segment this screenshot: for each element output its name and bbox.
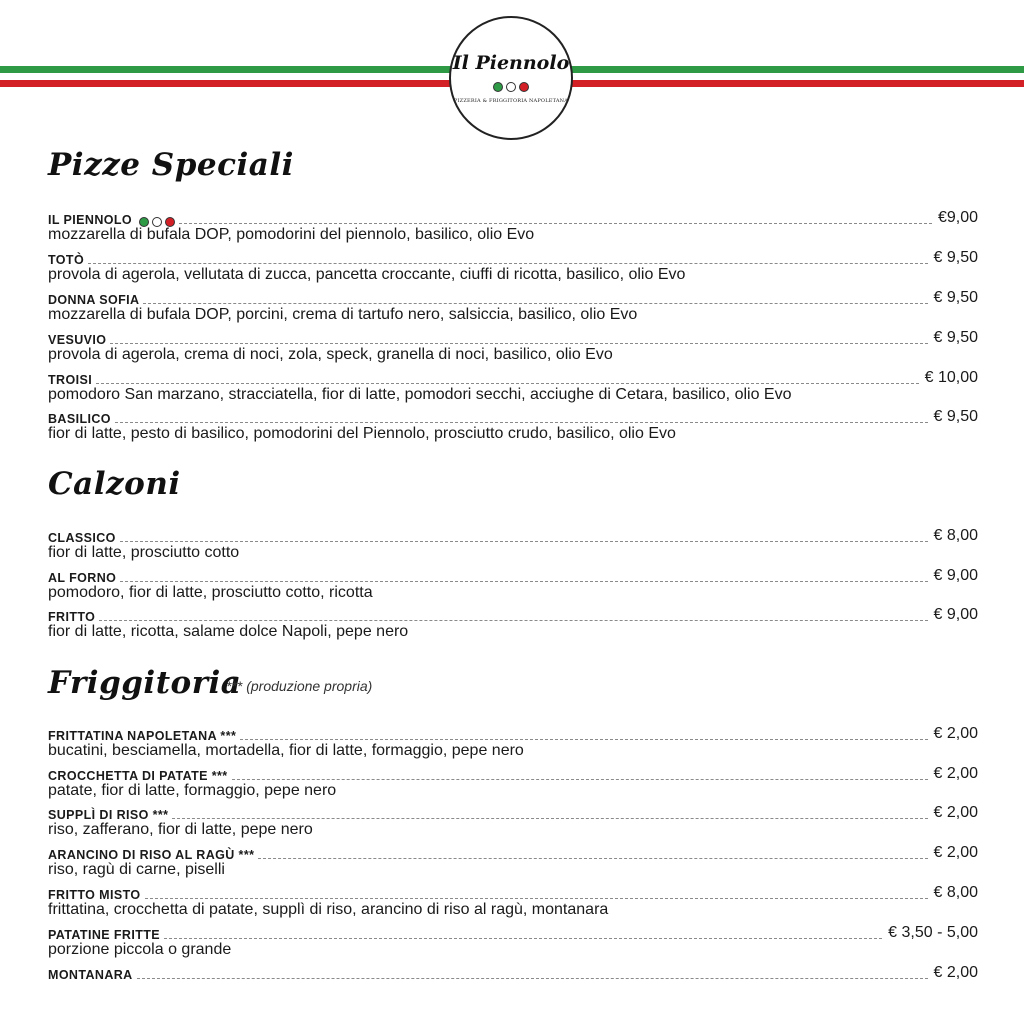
dotted-leader [115,421,928,423]
item-price: € 10,00 [924,369,978,386]
item-name: VESUVIO [48,333,107,347]
item-description: fior di latte, ricotta, salame dolce Napoli, pepe nero [48,623,409,640]
dotted-leader [240,738,927,740]
menu-item [48,604,978,641]
item-description: patate, fior di latte, formaggio, pepe nero [48,782,337,799]
menu-item [48,565,978,602]
menu-item [48,367,978,404]
item-price: €9,00 [937,209,978,226]
item-description: riso, ragù di carne, piselli [48,861,225,878]
menu-item [48,406,978,443]
item-price: € 9,00 [933,606,978,623]
item-name: FRITTO [48,610,96,624]
item-name: BASILICO [48,412,111,426]
item-price: € 2,00 [933,844,978,861]
white-dot-icon [506,82,516,92]
item-description: frittatina, crocchetta di patate, supplì di riso, arancino di riso al ragù, montanara [48,901,609,918]
item-name: ARANCINO DI RISO AL RAGÙ *** [48,848,255,862]
section-title-pizze: Pizze Speciali [48,147,294,183]
menu-item [48,763,978,800]
menu-item [48,287,978,324]
item-name: FRITTO MISTO [48,888,141,902]
logo-subtitle: PIZZERIA & FRIGGITORIA NAPOLETANA [453,98,569,104]
dotted-leader [96,382,919,384]
dotted-leader [232,778,928,780]
item-name: SUPPLÌ DI RISO *** [48,808,169,822]
item-description: mozzarella di bufala DOP, pomodorini del piennolo, basilico, olio Evo [48,226,535,243]
item-name: DONNA SOFIA [48,293,140,307]
green-dot-icon [493,82,503,92]
item-name: AL FORNO [48,571,117,585]
menu-item [48,327,978,364]
item-description: provola di agerola, crema di noci, zola, speck, granella di noci, basilico, olio Evo [48,346,613,363]
section-title-friggitoria: Friggitoria [48,665,242,701]
menu-item [48,525,978,562]
dotted-leader [120,540,928,542]
item-name: TROISI [48,373,93,387]
logo [449,16,573,140]
logo-name: Il Piennolo [452,52,570,74]
dotted-leader [164,937,882,939]
item-description: riso, zafferano, fior di latte, pepe nero [48,821,313,838]
item-description: bucatini, besciamella, mortadella, fior di latte, formaggio, pepe nero [48,742,524,759]
item-price: € 9,00 [933,567,978,584]
item-name: MONTANARA [48,968,133,982]
item-price: € 8,00 [933,527,978,544]
dotted-leader [145,897,928,899]
item-name: PATATINE FRITTE [48,928,161,942]
item-price: € 9,50 [933,249,978,266]
item-description: provola di agerola, vellutata di zucca, pancetta croccante, ciuffi di ricotta, basilico, olio Evo [48,266,686,283]
item-description: mozzarella di bufala DOP, porcini, crema di tartufo nero, salsiccia, basilico, olio Evo [48,306,638,323]
item-name: TOTÒ [48,253,85,267]
dotted-leader [179,222,932,224]
item-description: pomodoro, fior di latte, prosciutto cotto, ricotta [48,584,373,601]
menu-item [48,207,978,244]
item-price: € 2,00 [933,725,978,742]
item-price: € 3,50 - 5,00 [888,924,978,941]
dotted-leader [143,302,927,304]
menu-item [48,962,978,982]
dotted-leader [88,262,927,264]
dotted-leader [110,342,927,344]
dotted-leader [258,857,927,859]
item-description: pomodoro San marzano, stracciatella, fior di latte, pomodori secchi, acciughe di Cetara, basilico, olio Evo [48,386,792,403]
item-price: € 8,00 [933,884,978,901]
dotted-leader [137,977,928,979]
item-price: € 9,50 [933,408,978,425]
menu-item [48,842,978,879]
menu-item [48,247,978,284]
logo-flag-dots [451,82,571,92]
item-name: CROCCHETTA DI PATATE *** [48,769,228,783]
item-name: FRITTATINA NAPOLETANA *** [48,729,237,743]
item-price: € 9,50 [933,329,978,346]
item-price: € 2,00 [933,804,978,821]
item-description: fior di latte, prosciutto cotto [48,544,240,561]
menu-item [48,723,978,760]
item-name: IL PIENNOLO [48,213,133,227]
menu-item [48,802,978,839]
menu-item [48,922,978,959]
item-description: porzione piccola o grande [48,941,232,958]
item-description: fior di latte, pesto di basilico, pomodorini del Piennolo, prosciutto crudo, basilico, olio Evo [48,425,676,442]
menu-item [48,882,978,919]
item-price: € 9,50 [933,289,978,306]
item-name: CLASSICO [48,531,116,545]
dotted-leader [172,817,927,819]
red-dot-icon [519,82,529,92]
dotted-leader [120,580,927,582]
item-price: € 2,00 [933,765,978,782]
dotted-leader [99,619,927,621]
section-title-calzoni: Calzoni [48,466,181,502]
item-price: € 2,00 [933,964,978,981]
section-note: *** (produzione propria) [226,678,373,694]
